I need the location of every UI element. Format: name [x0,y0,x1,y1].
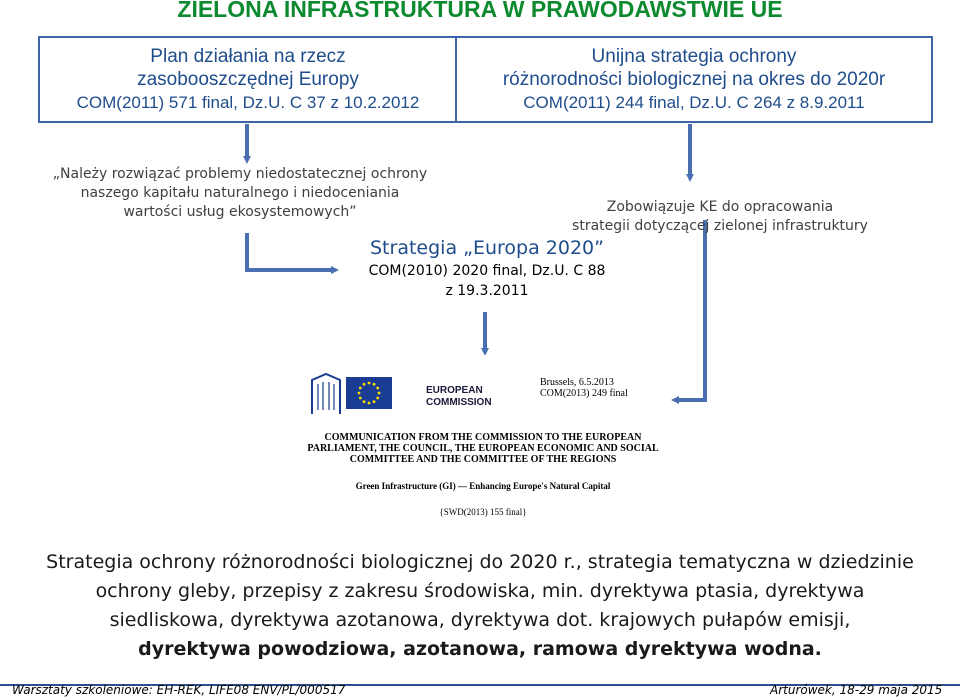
note-left-line-2: naszego kapitału naturalnego i niedoceniania [80,185,400,201]
document-swd-ref: {SWD(2013) 155 final} [439,507,527,517]
eu-flag-icon [346,377,392,409]
body-line-3: siedliskowa, dyrektywa azotanowa, dyrektywa dot. krajowych pułapów emisji, [109,609,851,631]
note-natural-capital [10,165,470,222]
commission-name-1: EUROPEAN [426,385,483,396]
commission-name [426,385,492,409]
note-right-line-1: Zobowiązuje KE do opracowania [606,199,834,215]
note-commitment [520,198,920,236]
body-line-2: ochrony gleby, przepisy z zakresu środowiska, min. dyrektywa ptasia, dyrektywa [95,580,865,602]
footer-place-date: Arturówek, 18-29 maja 2015 [770,683,943,697]
action-plan-title-1: Plan działania na rzecz [150,46,346,67]
related-legislation-text [20,548,940,664]
commission-name-2: COMMISSION [426,397,492,408]
page-title: ZIELONA INFRASTRUKTURA W PRAWODAWSTWIE UE [177,0,783,22]
document-heading [298,432,668,465]
document-place: Brussels, 6.5.2013 [540,377,614,388]
document-number: COM(2013) 249 final [540,388,628,399]
document-place-date [540,377,628,399]
arrow-to-document [675,220,705,400]
note-right-line-2: strategii dotyczącej zielonej infrastruktury [572,218,868,234]
action-plan-ref: COM(2011) 571 final, Dz.U. C 37 z 10.2.2012 [76,93,420,112]
note-left-line-1: „Należy rozwiązać problemy niedostatecznej ochrony [52,166,428,182]
commission-building-logo [306,370,346,416]
note-left-line-3: wartości usług ekosystemowych” [123,204,357,220]
body-line-4: dyrektywa powodziowa, azotanowa, ramowa dyrektywa wodna. [138,638,822,660]
europe-2020-ref-2: z 19.3.2011 [445,283,529,299]
action-plan-title-2: zasobooszczędnej Europy [137,69,359,90]
document-heading-3: COMMITTEE AND THE COMMITTEE OF THE REGIONS [349,454,617,465]
biodiversity-ref: COM(2011) 244 final, Dz.U. C 264 z 8.9.2011 [523,93,865,112]
europe-2020-strategy [347,235,627,301]
footer-workshop: Warsztaty szkoleniowe: EH-REK, LIFE08 ENV/PL/000517 [12,683,346,697]
biodiversity-title-1: Unijna strategia ochrony [591,46,797,67]
europe-2020-title: Strategia „Europa 2020” [370,237,604,259]
biodiversity-title-2: różnorodności biologicznej na okres do 2020r [502,69,886,90]
commission-document-image [298,355,668,532]
arrow-to-europe-2020 [247,233,335,270]
europe-2020-ref-1: COM(2010) 2020 final, Dz.U. C 88 [368,263,606,279]
document-heading-2: PARLIAMENT, THE COUNCIL, THE EUROPEAN ECONOMIC AND SOCIAL [307,443,659,454]
body-line-1: Strategia ochrony różnorodności biologicznej do 2020 r., strategia tematyczna w dziedzinie [46,551,914,573]
document-heading-1: COMMUNICATION FROM THE COMMISSION TO THE EUROPEAN [324,432,642,443]
document-subtitle: Green Infrastructure (GI) — Enhancing Europe's Natural Capital [355,481,611,491]
